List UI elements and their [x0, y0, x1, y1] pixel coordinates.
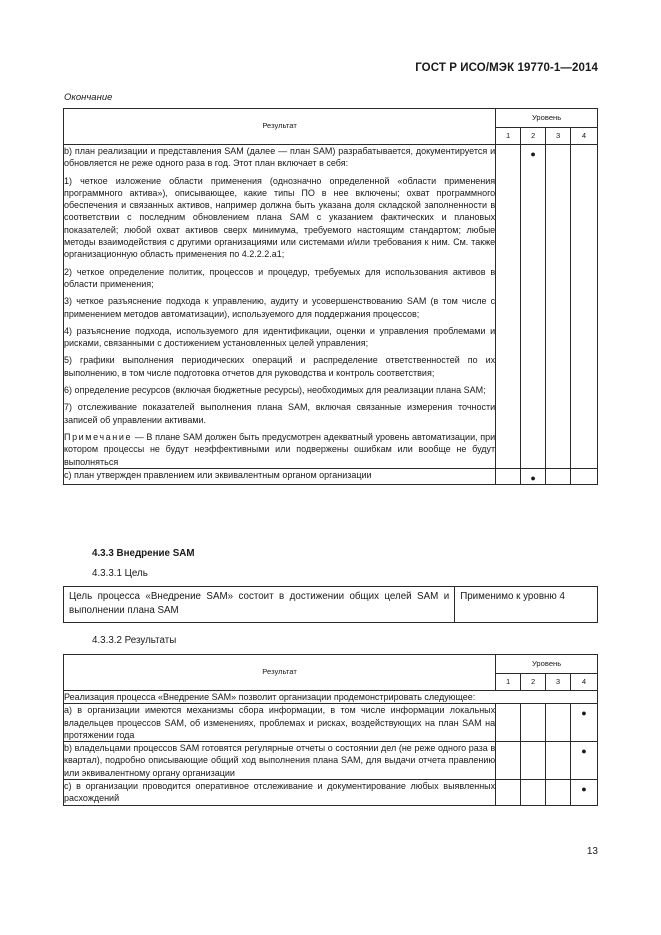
- col-level-header: Уровень: [496, 109, 598, 128]
- level-1-cell: [496, 468, 521, 484]
- col-result-header: Результат: [64, 655, 496, 691]
- row-b-item-4: 4) разъяснение подхода, используемого для идентификации, оценки и управления проблемами и рисками, связанными с достижением установленных целей управления;: [64, 325, 496, 349]
- results-table-continued: [63, 108, 598, 485]
- level-4-mark: ●: [571, 780, 598, 806]
- level-2-cell: [521, 704, 546, 742]
- row-b-item-7: 7) отслеживание показателей выполнения плана SAM, включая связанные измерения точности записей об управлении активами.: [64, 402, 496, 425]
- level-1-cell: [496, 742, 521, 780]
- note-label: Примечание: [64, 431, 133, 442]
- level-1-cell: [496, 780, 521, 806]
- level-1-header: 1: [496, 128, 521, 145]
- row-b-note: [64, 431, 495, 468]
- level-2-cell: [521, 742, 546, 780]
- level-4-header: 4: [571, 128, 598, 145]
- goal-applicability: Применимо к уровню 4: [455, 587, 598, 623]
- goal-table: [63, 586, 598, 623]
- row-b-item-5: 5) графики выполнения периодических операций и распределение ответственностей по их выполнению, в том числе подготовка отчетов для руководства и контроль соответствия;: [64, 355, 496, 378]
- page-number: 13: [586, 846, 598, 857]
- results-table: [63, 654, 598, 806]
- level-3-cell: [546, 704, 571, 742]
- row-b-item-1: 1) четкое изложение области применения (однозначно определенной «области применения программного актива»), описывающее, какие типы ПО в нее включены; охват программного обеспечения и связанных активов, например должна быть указана доля складской заполненности в соответствии с последним обновлением плана SAM с указанием фактических и плановых показателей; любой охват активов сверх минимума, требуемого настоящим стандартом; любые методы взаимодействия с другими организациями или системами и/или требования к ним. См. также организационную область применения по 4.2.2.2.a1;: [64, 175, 496, 260]
- level-3-header: 3: [546, 128, 571, 145]
- row-b-text: b) владельцами процессов SAM готовятся регулярные отчеты о состоянии дел (не реже одного раза в квартал), подробно описывающие общий ход выполнения плана SAM, для выдачи отчета правлению или эквивалентному органу организации: [64, 743, 496, 778]
- continuation-label: Окончание: [64, 92, 113, 103]
- intro-text: Реализация процесса «Внедрение SAM» позволит организации продемонстрировать следующее:: [64, 691, 598, 704]
- level-4-cell: [571, 468, 598, 484]
- results-heading: 4.3.3.2 Результаты: [92, 635, 177, 646]
- col-result-header: Результат: [64, 109, 496, 145]
- col-level-header: Уровень: [496, 655, 598, 674]
- level-3-cell: [546, 780, 571, 806]
- level-2-mark: ●: [521, 145, 546, 469]
- level-3-cell: [546, 468, 571, 484]
- level-2-cell: [521, 780, 546, 806]
- level-4-mark: ●: [571, 742, 598, 780]
- level-2-header: 2: [521, 674, 546, 691]
- table-row: [64, 742, 598, 780]
- level-4-header: 4: [571, 674, 598, 691]
- row-b-item-2: 2) четкое определение политик, процессов и процедур, требуемых для использования активов в области применения;: [64, 266, 496, 289]
- level-4-cell: [571, 145, 598, 469]
- table-row: [64, 145, 598, 469]
- table-row: [64, 691, 598, 704]
- row-a-text: a) в организации имеются механизмы сбора информации, в том числе информации локальных владельцев процессов SAM, об изменениях, проблемах и рисках, воздействующих на план SAM на протяжении года: [64, 705, 496, 740]
- level-1-cell: [496, 704, 521, 742]
- level-3-cell: [546, 742, 571, 780]
- row-b-item-6: 6) определение ресурсов (включая бюджетные ресурсы), необходимых для реализации плана SAM;: [64, 385, 486, 396]
- level-1-header: 1: [496, 674, 521, 691]
- row-b-item-3: 3) четкое разъяснение подхода к управлению, аудиту и усовершенствованию SAM (в том числе с применением методов автоматизации), используемого для поддержания процессов;: [64, 296, 496, 319]
- table-row: [64, 468, 598, 484]
- goal-text: Цель процесса «Внедрение SAM» состоит в достижении общих целей SAM и выполнении плана SAM: [64, 587, 455, 623]
- row-c-text: c) план утвержден правлением или эквивалентным органом организации: [64, 468, 496, 484]
- level-1-cell: [496, 145, 521, 469]
- level-4-mark: ●: [571, 704, 598, 742]
- level-3-header: 3: [546, 674, 571, 691]
- table-row: [64, 780, 598, 806]
- row-b-intro: b) план реализации и представления SAM (далее — план SAM) разрабатывается, документируется и обновляется не реже одного раза в год. Этот план включает в себя:: [64, 146, 496, 169]
- section-title: 4.3.3 Внедрение SAM: [92, 548, 195, 559]
- level-2-mark: ●: [521, 468, 546, 484]
- row-c-text: c) в организации проводится оперативное отслеживание и документирование любых выявленных расхождений: [64, 781, 496, 804]
- standard-header: ГОСТ Р ИСО/МЭК 19770-1—2014: [415, 62, 598, 74]
- note-text: — В плане SAM должен быть предусмотрен адекватный уровень автоматизации, при котором процессы не будут неэффективными или подвержены ошибкам или вообще не будут выполняться: [64, 431, 496, 467]
- table-row: [64, 704, 598, 742]
- level-3-cell: [546, 145, 571, 469]
- goal-heading: 4.3.3.1 Цель: [92, 568, 148, 579]
- result-cell: [64, 145, 496, 469]
- level-2-header: 2: [521, 128, 546, 145]
